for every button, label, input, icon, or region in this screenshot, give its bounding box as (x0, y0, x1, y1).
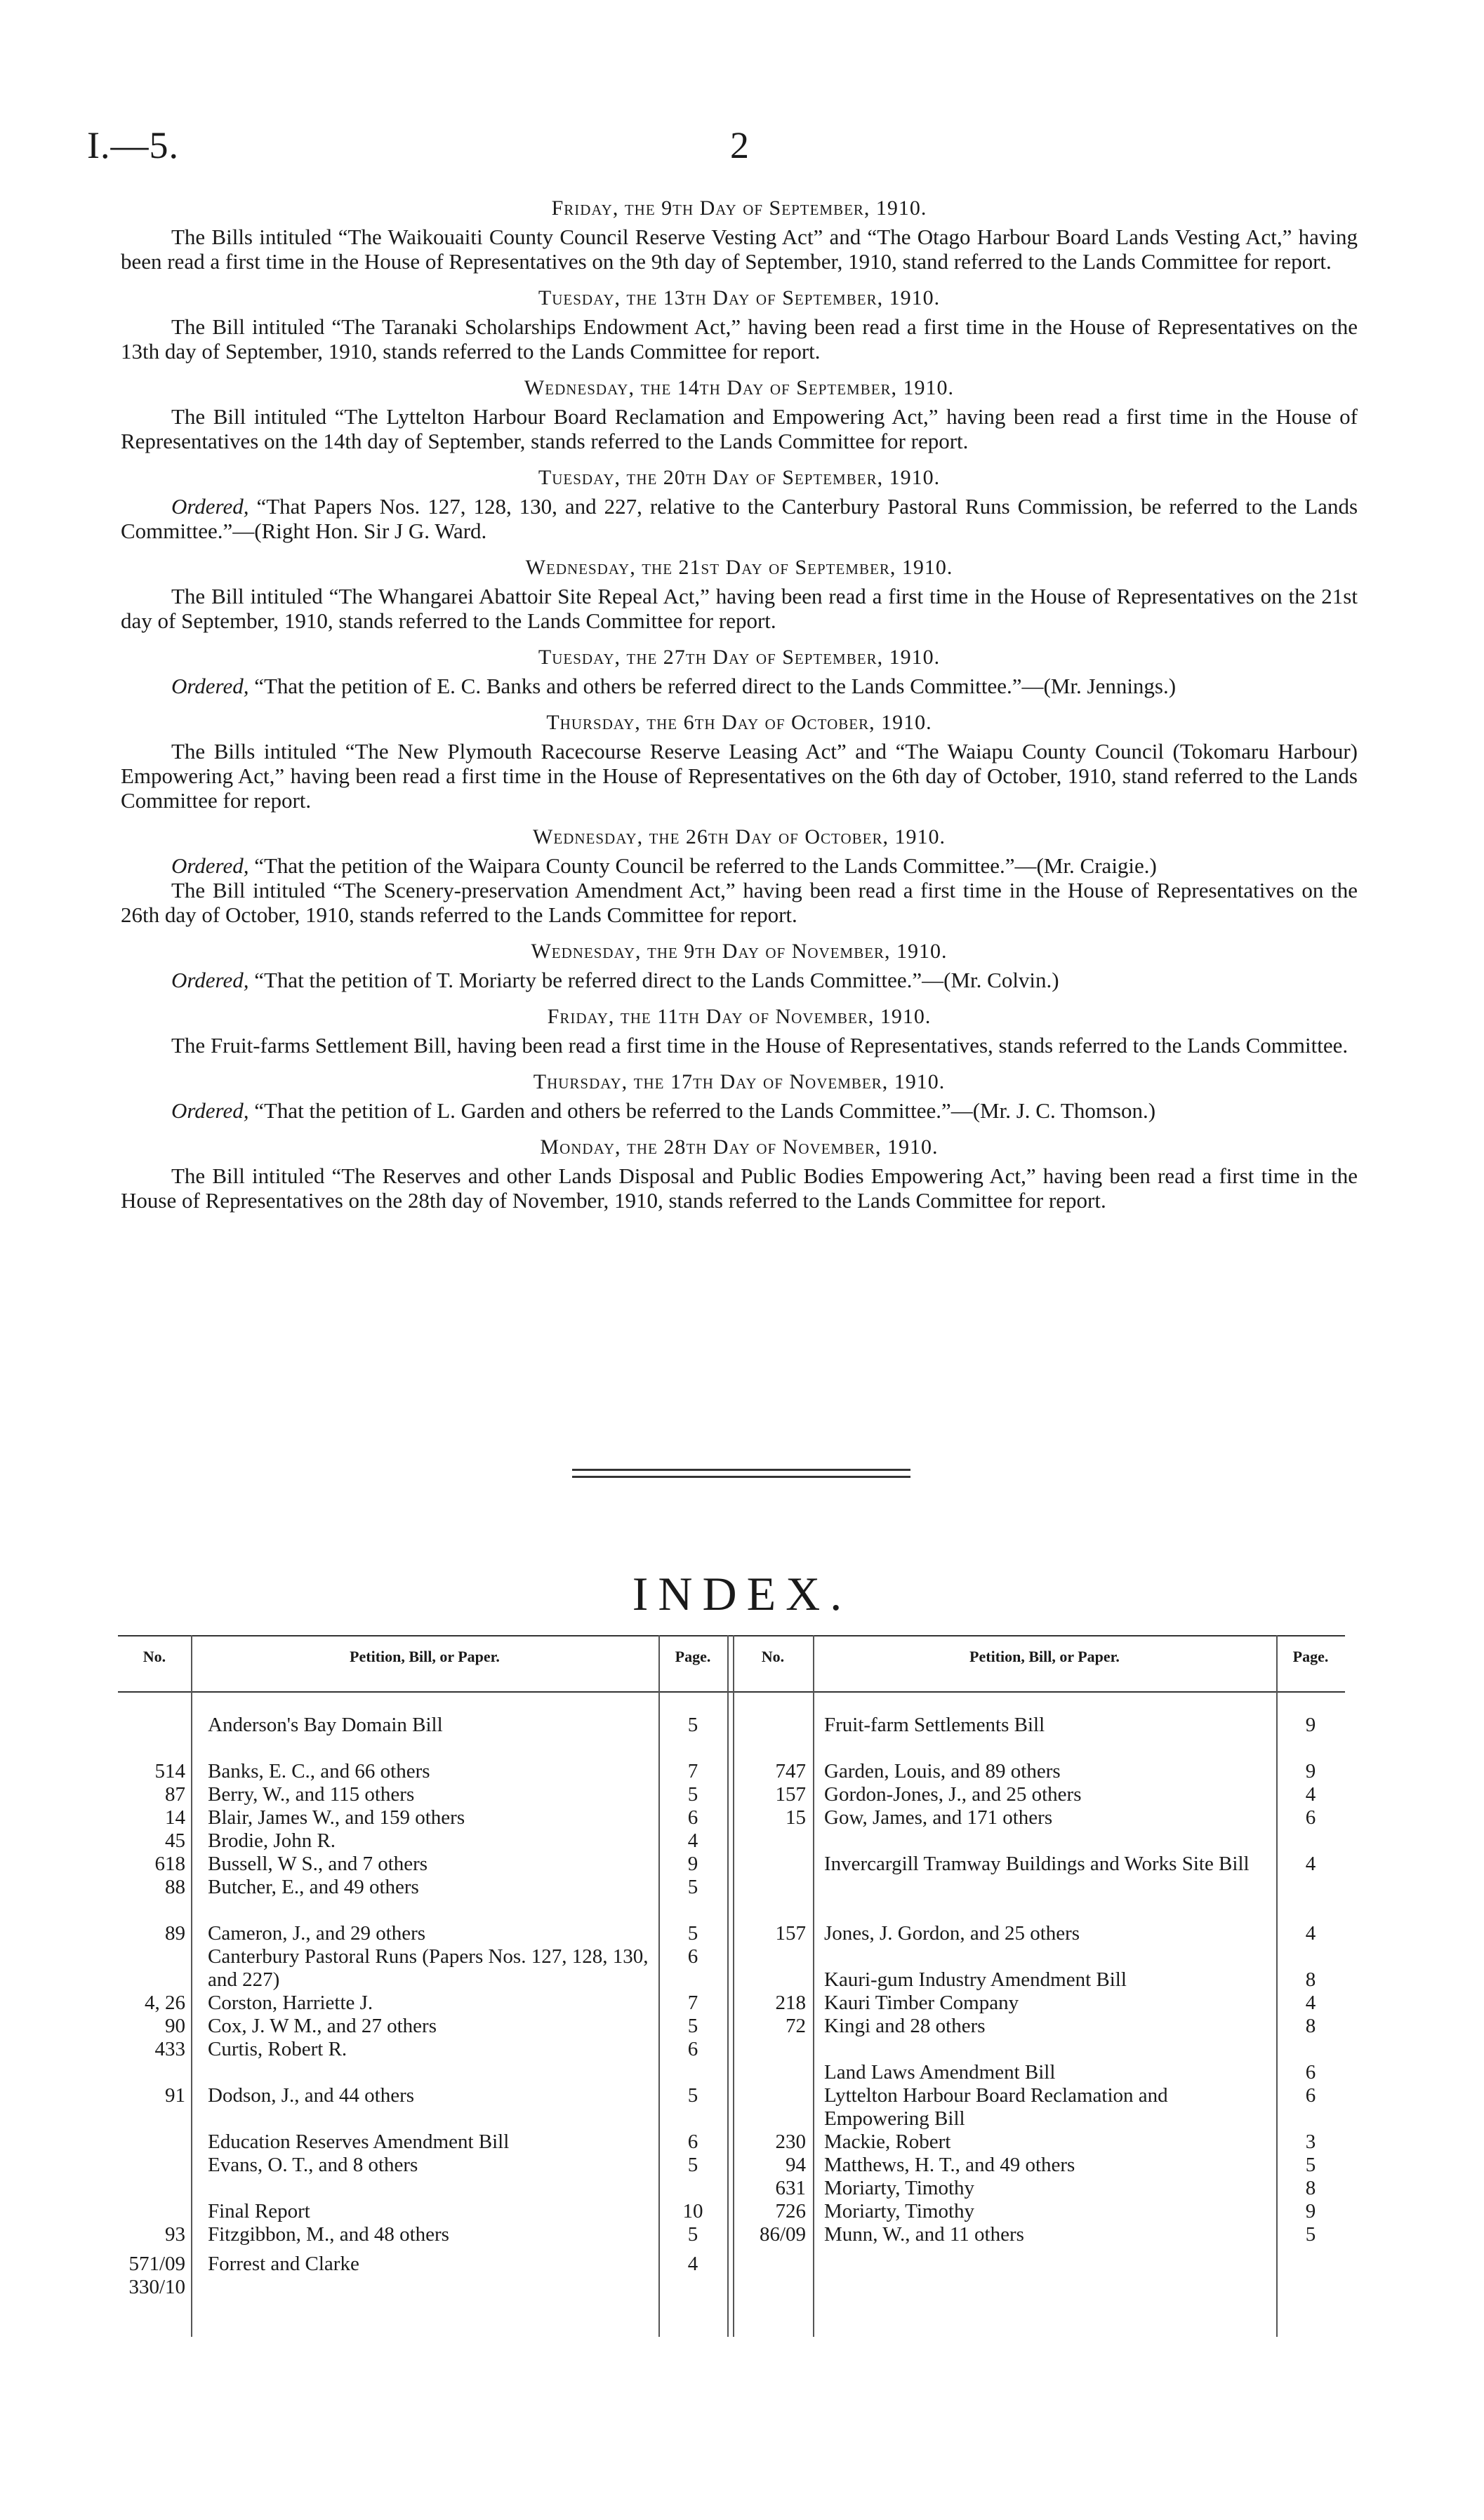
journal-entry (121, 196, 1358, 274)
index-left-row-number: 90 (165, 2015, 185, 2037)
journal-entry (121, 1070, 1358, 1123)
index-right-row-page: 6 (1305, 2061, 1316, 2084)
entry-date: Wednesday, the 26th Day of October, 1910. (533, 825, 946, 848)
index-left-row-page: 4 (687, 2253, 698, 2275)
index-left-row-petition: Cox, J. W M., and 27 others (208, 2015, 437, 2037)
journal-entry (121, 556, 1358, 633)
index-left-row-petition: Forrest and Clarke (208, 2253, 359, 2275)
entry-text-body: “That the petition of L. Garden and others be referred to the Lands Committee.”—(Mr. J. C. Thomson.) (254, 1098, 1156, 1123)
index-left-row-petition: Banks, E. C., and 66 others (208, 1760, 430, 1782)
journal-entry (121, 711, 1358, 813)
index-left-row-page: 7 (687, 1760, 698, 1782)
entry-date: Tuesday, the 27th Day of September, 1910. (538, 646, 941, 669)
ordered-label: Ordered, (171, 1098, 249, 1123)
index-left-row-petition: Corston, Harriette J. (208, 1992, 373, 2014)
journal-entry (121, 376, 1358, 453)
entry-date: Wednesday, the 9th Day of November, 1910. (531, 940, 948, 963)
entry-text: The Fruit-farms Settlement Bill, having been read a first time in the House of Representatives, stands referred to the Lands Committee. (171, 1033, 1349, 1058)
index-right-row-page: 8 (1305, 2015, 1316, 2037)
index-right-row-petition: Fruit-farm Settlements Bill (824, 1714, 1045, 1736)
index-left-row-page: 7 (687, 1992, 698, 2014)
index-left-row-petition: Curtis, Robert R. (208, 2038, 347, 2060)
entry-text-body: “That Papers Nos. 127, 128, 130, and 227, relative to the Canterbury Pastoral Runs Commission, be referred to the Lands Committee.”—(Right Hon. Sir J G. Ward. (121, 494, 1358, 543)
index-left-row-page: 4 (687, 1829, 698, 1852)
index-left-row-petition: Brodie, John R. (208, 1829, 336, 1852)
column-rule (191, 1635, 192, 2337)
index-right-row-number: 157 (775, 1922, 806, 1945)
index-left-row-page: 6 (687, 2038, 698, 2060)
index-left-row-number: 87 (165, 1783, 185, 1806)
index-left-row-page: 5 (687, 1714, 698, 1736)
entry-text: The Bill intituled “The Scenery-preservation Amendment Act,” having been read a first time in the House of Representatives on the 26th day of October, 1910, stands referred to the Lands Committee for report. (121, 878, 1358, 927)
index-left-row-petition: Fitzgibbon, M., and 48 others (208, 2223, 449, 2246)
journal-entry (121, 466, 1358, 543)
index-right-row-number: 747 (775, 1760, 806, 1782)
index-right-row-petition: Kauri-gum Industry Amendment Bill (824, 1968, 1127, 1991)
journal-entry (121, 1135, 1358, 1213)
index-right-row-page: 8 (1305, 2177, 1316, 2199)
index-right-row-page: 8 (1305, 1968, 1316, 1991)
index-left-row-page: 5 (687, 2015, 698, 2037)
entry-date: Thursday, the 17th Day of November, 1910. (533, 1070, 946, 1093)
index-left-row-petition: Final Report (208, 2200, 310, 2222)
index-left-row-number: 4, 26 (145, 1992, 185, 2014)
index-right-row-petition: Gow, James, and 171 others (824, 1806, 1053, 1829)
index-left-row-page: 5 (687, 1783, 698, 1806)
entry-date: Wednesday, the 21st Day of September, 1910. (525, 556, 953, 579)
header-no: No. (761, 1648, 785, 1665)
index-left-row-page: 5 (687, 1922, 698, 1945)
header-petition: Petition, Bill, or Paper. (969, 1648, 1120, 1665)
index-left-row-page: 6 (687, 2131, 698, 2153)
index-right-row-petition: Jones, J. Gordon, and 25 others (824, 1922, 1080, 1945)
index-left-row-number: 91 (165, 2084, 185, 2107)
index-right-row-petition: Kingi and 28 others (824, 2015, 986, 2037)
header-page: Page. (1292, 1648, 1329, 1665)
index-left-row-page: 5 (687, 2154, 698, 2176)
index-left-row-petition: Education Reserves Amendment Bill (208, 2131, 510, 2153)
index-right-row-petition: Matthews, H. T., and 49 others (824, 2154, 1075, 2176)
index-right-row-petition: Lyttelton Harbour Board Reclamation and Empowering Bill (824, 2084, 1168, 2130)
index-left-row-petition: Evans, O. T., and 8 others (208, 2154, 418, 2176)
entry-text (121, 494, 1358, 543)
page-number: 2 (730, 124, 749, 166)
index-left-row-page: 10 (682, 2200, 703, 2222)
journal-entry (121, 646, 1358, 698)
index-right-row-petition: Moriarty, Timothy (824, 2200, 975, 2222)
index-right-row-page: 6 (1305, 1806, 1316, 1829)
entry-date: Tuesday, the 20th Day of September, 1910. (538, 466, 941, 489)
index-right-row-petition: Munn, W., and 11 others (824, 2223, 1024, 2246)
entry-text (121, 674, 1358, 698)
index-right-row-page: 3 (1305, 2131, 1316, 2153)
index-right-row-page: 4 (1305, 1922, 1316, 1945)
index-right-row-number: 218 (775, 1992, 806, 2014)
journal-entry (121, 825, 1358, 927)
journal-entry (121, 940, 1358, 992)
index-right-row-page: 5 (1305, 2154, 1316, 2176)
entry-text: The Bills intituled “The Waikouaiti County Council Reserve Vesting Act” and “The Otago Harbour Board Lands Vesting Act,” having been read a first time in the House of Representatives on the 9th day of September, 1910, stand referred to the Lands Committee for report. (121, 225, 1358, 274)
entry-date: Wednesday, the 14th Day of September, 1910. (524, 376, 955, 399)
index-right-row-page: 9 (1305, 1760, 1316, 1782)
index-left-row-petition: Cameron, J., and 29 others (208, 1922, 426, 1945)
ordered-label: Ordered, (171, 494, 249, 519)
index-left-row-number: 330/10 (128, 2276, 185, 2298)
index-right-row-number: 72 (786, 2015, 806, 2037)
index-right-row-number: 631 (775, 2177, 806, 2199)
journal-entry (121, 286, 1358, 364)
entry-text (121, 1098, 1358, 1123)
index-right-row-petition: Invercargill Tramway Buildings and Works Site Bill (824, 1853, 1250, 1875)
ordered-label: Ordered, (171, 968, 249, 992)
journal-entries (121, 196, 1358, 1225)
index-right-row-petition: Moriarty, Timothy (824, 2177, 975, 2199)
index-right-row-number: 157 (775, 1783, 806, 1806)
ordered-label: Ordered, (171, 853, 249, 878)
index-left-row-page: 9 (687, 1853, 698, 1875)
entry-date: Friday, the 9th Day of September, 1910. (551, 196, 927, 220)
entry-date: Friday, the 11th Day of November, 1910. (547, 1005, 932, 1028)
entry-text-body: “That the petition of E. C. Banks and others be referred direct to the Lands Committee.”—(Mr. Jennings.) (254, 674, 1177, 698)
index-right-row-petition: Gordon-Jones, J., and 25 others (824, 1783, 1082, 1806)
column-rule (813, 1635, 814, 2337)
index-right-row-petition: Land Laws Amendment Bill (824, 2061, 1056, 2084)
index-right-row-number: 15 (786, 1806, 806, 1829)
index-right-row-page: 4 (1305, 1783, 1316, 1806)
table-header-rule (118, 1691, 1345, 1693)
index-left-row-number: 14 (165, 1806, 185, 1829)
entry-date: Thursday, the 6th Day of October, 1910. (546, 711, 932, 734)
index-left-row-number: 433 (154, 2038, 185, 2060)
entry-date: Tuesday, the 13th Day of September, 1910. (538, 286, 941, 309)
index-right-row-page: 9 (1305, 1714, 1316, 1736)
index-left-row-number: 88 (165, 1876, 185, 1898)
table-top-rule (118, 1635, 1345, 1636)
column-rule (727, 1635, 729, 2337)
index-left-row-petition: Butcher, E., and 49 others (208, 1876, 419, 1898)
index-left-row-page: 5 (687, 2084, 698, 2107)
index-left-row-page: 5 (687, 1876, 698, 1898)
entry-text-body: “That the petition of the Waipara County Council be referred to the Lands Committee.”—(Mr. Craigie.) (254, 853, 1157, 878)
index-left-row-page: 5 (687, 2223, 698, 2246)
entry-text: The Bills intituled “The New Plymouth Racecourse Reserve Leasing Act” and “The Waiapu County Council (Tokomaru Harbour) Empowering Act,” having been read a first time in the House of Representatives on the 6th day of October, 1910, stand referred to the Lands Committee for report. (121, 739, 1358, 813)
header-no: No. (143, 1648, 166, 1665)
index-left-row-number: 45 (165, 1829, 185, 1852)
index-right-row-petition: Kauri Timber Company (824, 1992, 1019, 2014)
index-left-row-number: 514 (154, 1760, 185, 1782)
ordered-label: Ordered, (171, 674, 249, 698)
entry-date: Monday, the 28th Day of November, 1910. (540, 1135, 939, 1159)
entry-text: The Bill intituled “The Whangarei Abattoir Site Repeal Act,” having been read a first time in the House of Representatives on the 21st day of September, 1910, stands referred to the Lands Committee for report. (121, 584, 1358, 633)
index-left-row-number: 571/09 (128, 2253, 185, 2275)
header-petition: Petition, Bill, or Paper. (350, 1648, 500, 1665)
index-right-row-page: 5 (1305, 2223, 1316, 2246)
index-left-row-petition: Dodson, J., and 44 others (208, 2084, 415, 2107)
section-divider-rule (572, 1469, 910, 1471)
header-page: Page. (675, 1648, 711, 1665)
index-left-row-number: 93 (165, 2223, 185, 2246)
entry-text (121, 968, 1358, 992)
index-left-row-petition: Berry, W., and 115 others (208, 1783, 415, 1806)
index-title: INDEX. (632, 1567, 852, 1620)
journal-entry (121, 1005, 1358, 1058)
entry-text: The Bill intituled “The Lyttelton Harbour Board Reclamation and Empowering Act,” having been read a first time in the House of Representatives on the 14th day of September, stands referred to the Lands Committee for report. (121, 404, 1358, 453)
index-right-row-page: 9 (1305, 2200, 1316, 2222)
index-right-row-petition: Garden, Louis, and 89 others (824, 1760, 1061, 1782)
index-left-row-petition: Blair, James W., and 159 others (208, 1806, 465, 1829)
index-right-row-petition: Mackie, Robert (824, 2131, 951, 2153)
index-right-row-page: 4 (1305, 1992, 1316, 2014)
index-left-row-number: 618 (154, 1853, 185, 1875)
index-right-row-number: 726 (775, 2200, 806, 2222)
entry-text-body: “That the petition of T. Moriarty be referred direct to the Lands Committee.”—(Mr. Colvin.) (254, 968, 1059, 992)
index-right-row-page: 6 (1305, 2084, 1316, 2107)
document-reference: I.—5. (87, 124, 179, 166)
index-right-row-number: 86/09 (759, 2223, 806, 2246)
index-left-row-petition: Anderson's Bay Domain Bill (208, 1714, 443, 1736)
index-left-row-page: 6 (687, 1806, 698, 1829)
index-right-row-page: 4 (1305, 1853, 1316, 1875)
index-left-row-page: 6 (687, 1945, 698, 1968)
index-left-row-petition: Canterbury Pastoral Runs (Papers Nos. 127, 128, 130, and 227) (208, 1945, 649, 1991)
index-left-row-petition: Bussell, W S., and 7 others (208, 1853, 428, 1875)
index-right-row-number: 94 (786, 2154, 806, 2176)
section-divider-rule (572, 1476, 910, 1478)
entry-text: The Bill intituled “The Reserves and other Lands Disposal and Public Bodies Empowering Act,” having been read a first time in the House of Representatives on the 28th day of November, 1910, stands referred to the Lands Committee for report. (121, 1164, 1358, 1213)
entry-text (121, 853, 1358, 878)
index-left-row-number: 89 (165, 1922, 185, 1945)
entry-text: The Bill intituled “The Taranaki Scholarships Endowment Act,” having been read a first time in the House of Representatives on the 13th day of September, 1910, stands referred to the Lands Committee for report. (121, 314, 1358, 364)
index-table (118, 1635, 1345, 2358)
index-right-row-number: 230 (775, 2131, 806, 2153)
